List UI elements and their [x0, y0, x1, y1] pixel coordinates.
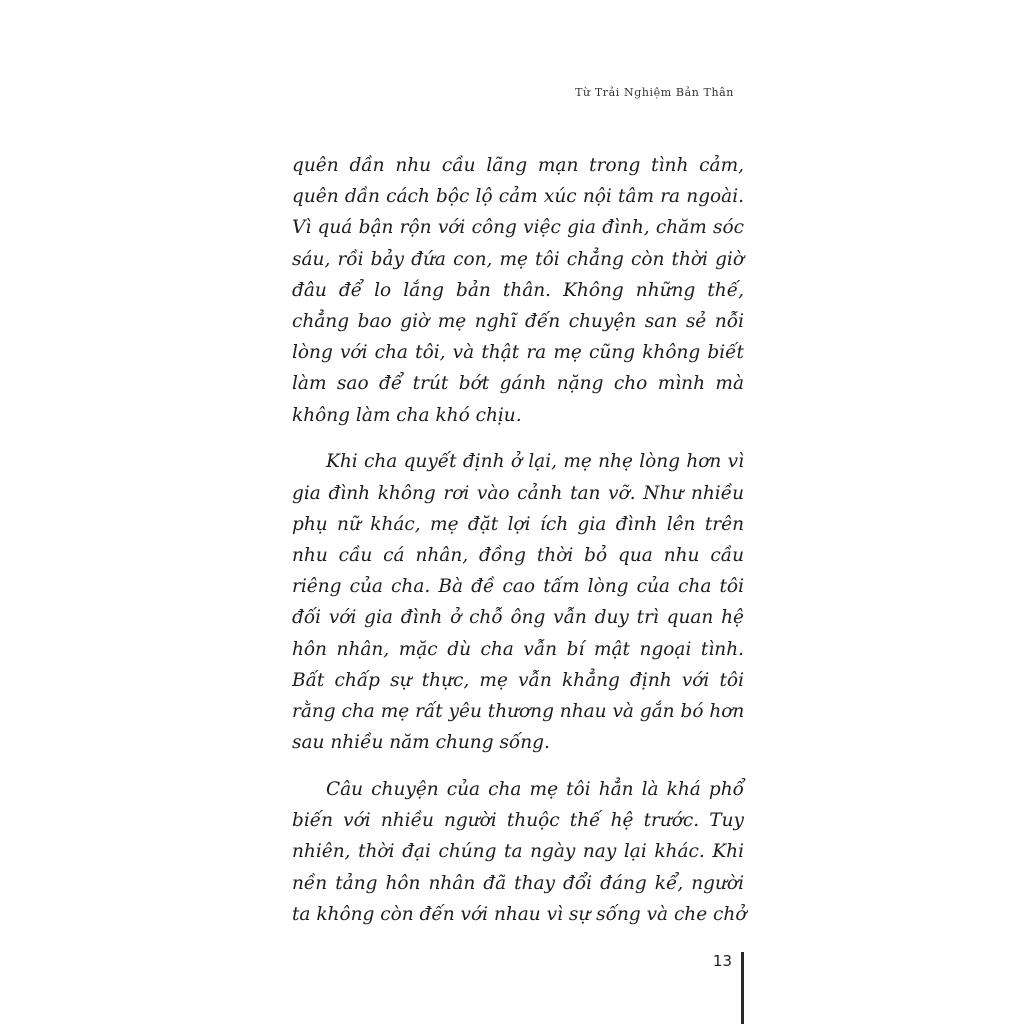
- running-head: Từ Trải Nghiệm Bản Thân: [575, 86, 734, 99]
- page-edge-rule: [741, 952, 744, 1024]
- text-line: Câu chuyện của cha mẹ tôi hẳn là khá phổ: [326, 779, 744, 801]
- text-line: không làm cha khó chịu.: [292, 404, 522, 426]
- text-line: đâu để lo lắng bản thân. Không những thế,: [292, 279, 744, 301]
- text-line: sáu, rồi bảy đứa con, mẹ tôi chẳng còn thời giờ: [292, 248, 744, 270]
- text-line: nhu cầu cá nhân, đồng thời bỏ qua nhu cầu: [292, 545, 744, 567]
- text-line: riêng của cha. Bà đề cao tấm lòng của cha tôi: [292, 576, 744, 598]
- text-line: Khi cha quyết định ở lại, mẹ nhẹ lòng hơn vì: [326, 451, 744, 473]
- text-line: biến với nhiều người thuộc thế hệ trước. Tuy: [292, 810, 744, 832]
- text-line: hôn nhân, mặc dù cha vẫn bí mật ngoại tình.: [292, 638, 744, 660]
- text-line: đối với gia đình ở chỗ ông vẫn duy trì quan hệ: [292, 607, 744, 629]
- body-text: [292, 150, 747, 946]
- text-line: phụ nữ khác, mẹ đặt lợi ích gia đình lên trên: [292, 513, 744, 535]
- paragraph-2: [292, 446, 744, 758]
- text-line: Vì quá bận rộn với công việc gia đình, chăm sóc: [292, 217, 744, 239]
- paragraph-3: [292, 774, 747, 930]
- text-line: rằng cha mẹ rất yêu thương nhau và gắn bó hơn: [292, 701, 745, 723]
- text-line: sau nhiều năm chung sống.: [292, 732, 550, 754]
- text-line: nhiên, thời đại chúng ta ngày nay lại khác. Khi: [292, 841, 744, 863]
- text-line: quên dần nhu cầu lãng mạn trong tình cảm,: [292, 155, 744, 176]
- text-line: Bất chấp sự thực, mẹ vẫn khẳng định với tôi: [292, 669, 744, 691]
- text-line: lòng với cha tôi, và thật ra mẹ cũng không biết: [292, 342, 744, 364]
- text-line: chẳng bao giờ mẹ nghĩ đến chuyện san sẻ nỗi: [292, 311, 744, 333]
- text-line: làm sao để trút bớt gánh nặng cho mình mà: [292, 373, 744, 395]
- text-line: ta không còn đến với nhau vì sự sống và che chở: [292, 903, 747, 925]
- text-line: quên dần cách bộc lộ cảm xúc nội tâm ra ngoài.: [292, 186, 744, 208]
- page-number: 13: [712, 952, 732, 970]
- text-line: nền tảng hôn nhân đã thay đổi đáng kể, người: [292, 872, 744, 894]
- paragraph-1: [292, 150, 744, 431]
- text-line: gia đình không rơi vào cảnh tan vỡ. Như nhiều: [292, 482, 744, 504]
